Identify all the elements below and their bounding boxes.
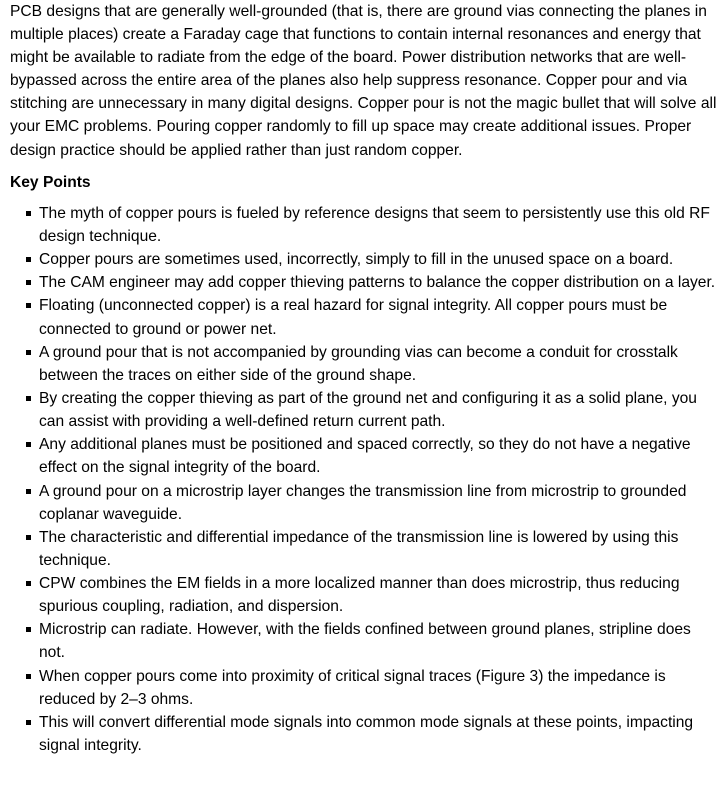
list-item [10, 711, 721, 757]
list-item-text: A ground pour that is not accompanied by grounding vias can become a conduit for crosstalk between the traces on either side of the ground shape. [39, 343, 678, 384]
list-item [10, 248, 721, 271]
list-item [10, 271, 721, 294]
list-item [10, 526, 721, 572]
bullet-icon [26, 535, 31, 540]
list-item-text: CPW combines the EM fields in a more localized manner than does microstrip, thus reducing spurious coupling, radiation, and dispersion. [39, 575, 680, 616]
list-item [10, 433, 721, 479]
list-item [10, 665, 721, 711]
bullet-icon [26, 303, 31, 308]
list-item [10, 572, 721, 618]
bullet-icon [26, 211, 31, 216]
list-item [10, 618, 721, 664]
list-item [10, 294, 721, 340]
list-item [10, 387, 721, 433]
bullet-icon [26, 581, 31, 586]
key-points-list [10, 202, 721, 757]
list-item-text: This will convert differential mode signals into common mode signals at these points, impacting signal integrity. [39, 713, 694, 755]
list-item-text: The CAM engineer may add copper thieving patterns to balance the copper distribution on a layer. [39, 274, 716, 292]
list-item-text: Floating (unconnected copper) is a real hazard for signal integrity. All copper pours must be connected to ground or power net. [39, 297, 668, 338]
bullet-icon [26, 350, 31, 355]
list-item-text: When copper pours come into proximity of critical signal traces (Figure 3) the impedance is reduced by 2–3 ohms. [39, 667, 666, 708]
list-item-text: The myth of copper pours is fueled by reference designs that seem to persistently use this old RF design technique. [39, 204, 710, 245]
intro-paragraph: PCB designs that are generally well-grounded (that is, there are ground vias connecting the planes in multiple places) create a Faraday cage that functions to contain internal resonances and energy that might be available to radiate from the edge of the board. Power distribution networks that are well-bypassed across the entire area of the planes also help suppress resonance. Copper pour and via stitching are unnecessary in many digital designs. Copper pour is not the magic bullet that will solve all your EMC problems. Pouring copper randomly to fill up space may create additional issues. Proper design practice should be applied rather than just random copper. [10, 3, 717, 159]
bullet-icon [26, 280, 31, 285]
list-item-text: A ground pour on a microstrip layer changes the transmission line from microstrip to grounded coplanar waveguide. [39, 482, 687, 523]
list-item [10, 341, 721, 387]
bullet-icon [26, 627, 31, 632]
bullet-icon [26, 489, 31, 494]
list-item-text: Copper pours are sometimes used, incorrectly, simply to fill in the unused space on a board. [39, 251, 674, 269]
bullet-icon [26, 674, 31, 679]
list-item-text: Any additional planes must be positioned and spaced correctly, so they do not have a negative effect on the signal integrity of the board. [39, 436, 691, 477]
key-points-heading: Key Points [10, 173, 91, 191]
bullet-icon [26, 720, 31, 725]
list-item-text: The characteristic and differential impedance of the transmission line is lowered by using this technique. [39, 528, 679, 569]
list-item-text: Microstrip can radiate. However, with the fields confined between ground planes, stripline does not. [39, 621, 691, 662]
list-item [10, 202, 721, 248]
bullet-icon [26, 257, 31, 262]
bullet-icon [26, 442, 31, 447]
list-item-text: By creating the copper thieving as part of the ground net and configuring it as a solid plane, you can assist with providing a well-defined return current path. [39, 389, 697, 431]
list-item [10, 480, 721, 526]
bullet-icon [26, 396, 31, 401]
